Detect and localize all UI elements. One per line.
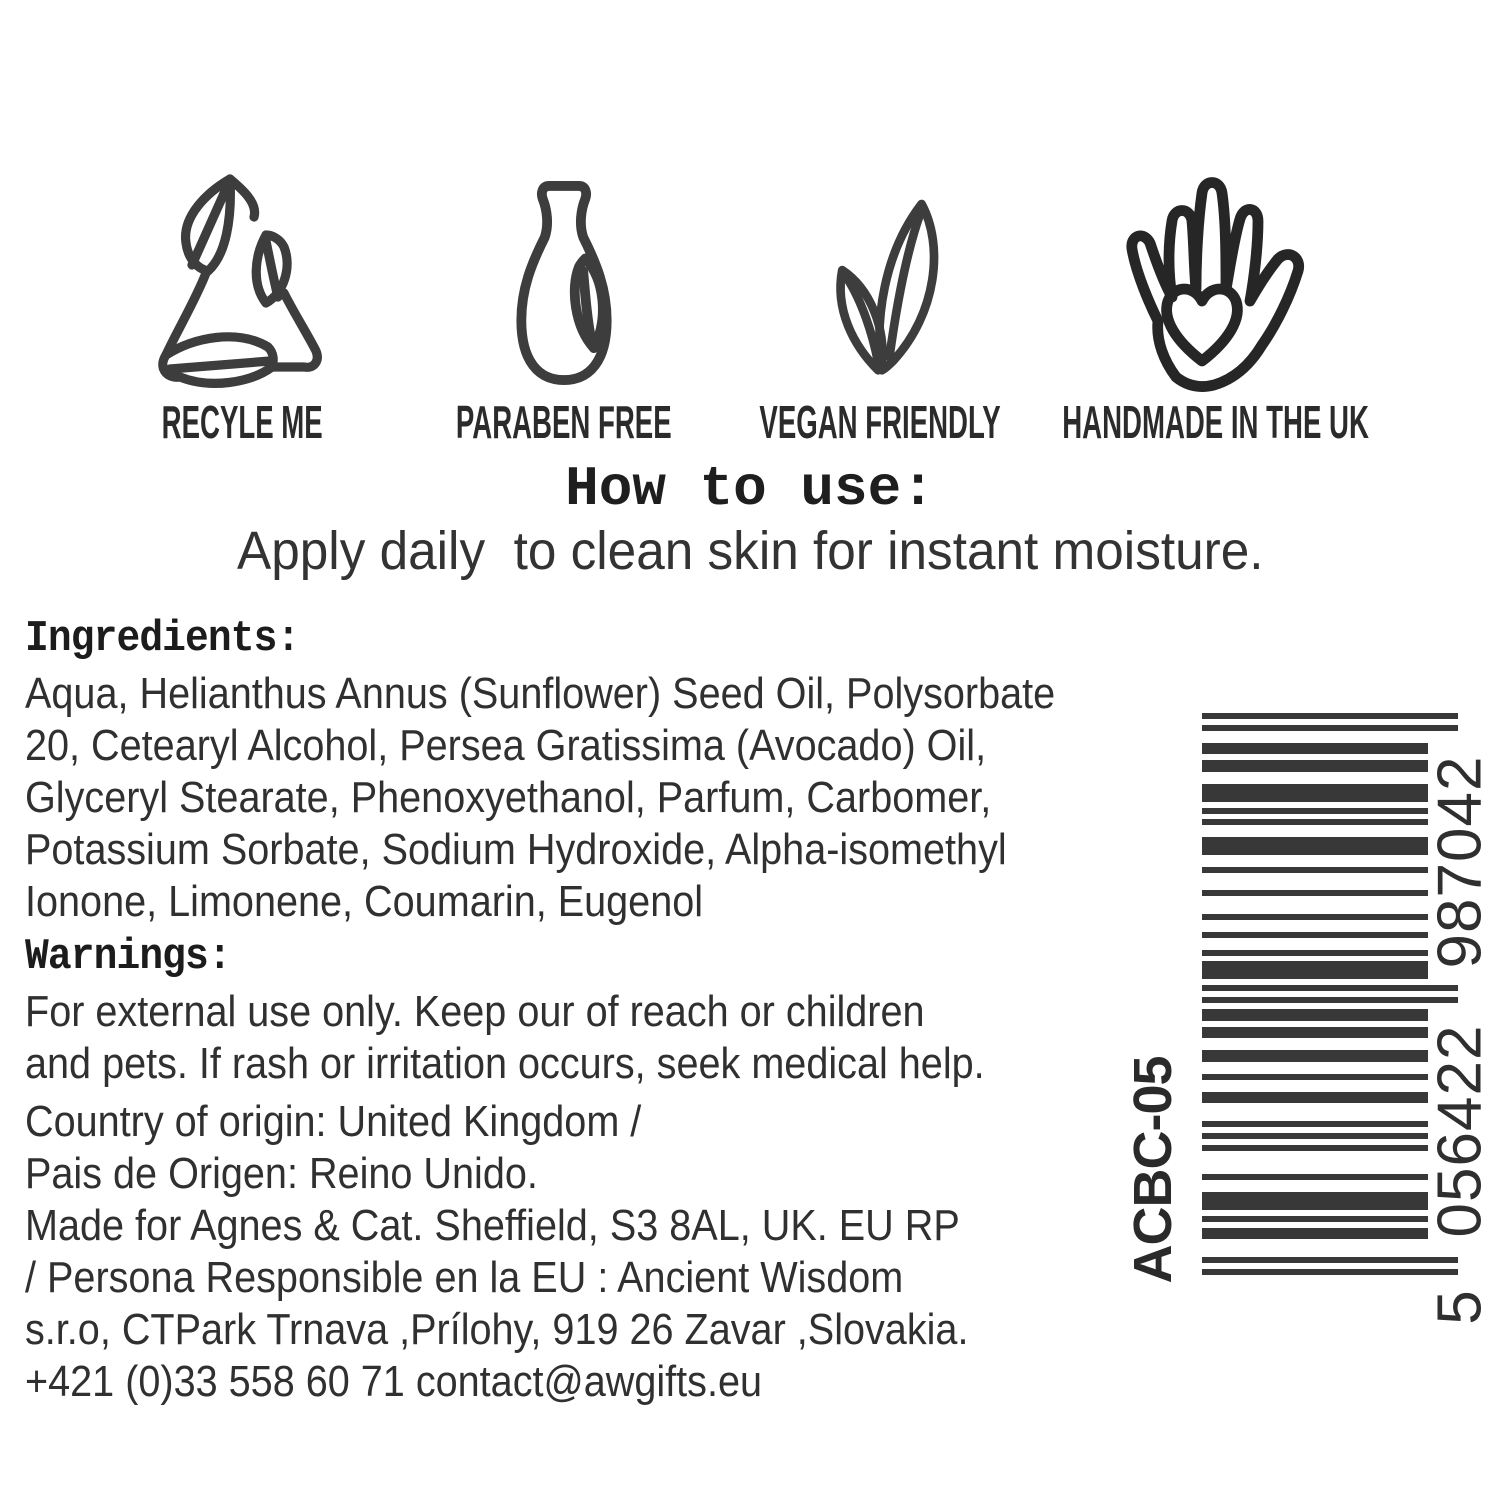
leaves-icon <box>795 160 965 393</box>
barcode-bar <box>1202 914 1428 920</box>
text-line: s.r.o, CTPark Trnava ,Prílohy, 919 26 Zavar ,Slovakia. <box>25 1305 969 1354</box>
text-line: 20, Cetearyl Alcohol, Persea Gratissima (Avocado) Oil, <box>25 721 987 770</box>
text-line: Pais de Origen: Reino Unido. <box>25 1149 538 1198</box>
barcode-bar <box>1202 1216 1428 1222</box>
barcode-digits-group1: 056422 <box>1425 1024 1495 1238</box>
barcode-bar <box>1202 1074 1428 1080</box>
text-line: Country of origin: United Kingdom / <box>25 1097 642 1146</box>
barcode-bar <box>1202 1145 1428 1151</box>
text-line: and pets. If rash or irritation occurs, seek medical help. <box>25 1039 985 1088</box>
barcode-bar <box>1202 867 1428 873</box>
how-to-use-section <box>0 458 1500 580</box>
label-text-column <box>25 610 1285 1408</box>
recycle-leaves-icon <box>146 160 338 393</box>
text-line: +421 (0)33 558 60 71 contact@awgifts.eu <box>25 1357 763 1406</box>
barcode-bar <box>1202 760 1428 772</box>
barcode-bar <box>1202 1257 1458 1263</box>
text-line: For external use only. Keep our of reach or children <box>25 987 925 1036</box>
barcode-bar <box>1202 1174 1428 1180</box>
badge-paraben-free <box>414 160 714 448</box>
text-line: Potassium Sorbate, Sodium Hydroxide, Alpha-isomethyl <box>25 825 1007 874</box>
text-line: Made for Agnes & Cat. Sheffield, S3 8AL, UK. EU RP <box>25 1201 960 1250</box>
barcode-bar <box>1202 1009 1428 1021</box>
barcode-bar <box>1202 713 1458 719</box>
text-line: Glyceryl Stearate, Phenoxyethanol, Parfum, Carbomer, <box>25 773 992 822</box>
barcode-bar <box>1202 932 1428 938</box>
barcode-bar <box>1202 1192 1428 1210</box>
text-line: Aqua, Helianthus Annus (Sunflower) Seed Oil, Polysorbate <box>25 669 1056 718</box>
barcode-bar <box>1202 1133 1428 1139</box>
barcode-bar <box>1202 985 1458 991</box>
badge-recycle-me <box>92 160 392 448</box>
barcode-sku: ACBC-05 <box>1123 1056 1183 1284</box>
badge-label: HANDMADE IN THE UK <box>1062 396 1370 448</box>
hand-heart-icon <box>1116 160 1316 393</box>
barcode-bar <box>1202 1027 1428 1039</box>
barcode-bar <box>1202 1121 1428 1127</box>
country-of-origin <box>25 1096 1285 1200</box>
manufacturer-info <box>25 1200 1285 1408</box>
barcode-bar <box>1202 1050 1428 1062</box>
barcode-digits-group2: 987042 <box>1425 755 1495 969</box>
badge-label: VEGAN FRIENDLY <box>759 396 1001 448</box>
barcode-bar <box>1202 819 1428 825</box>
text-line: / Persona Responsible en la EU : Ancient Wisdom <box>25 1253 904 1302</box>
barcode-bar <box>1202 997 1458 1003</box>
barcode-bar <box>1202 890 1428 896</box>
barcode-bars <box>1202 713 1458 1275</box>
badge-vegan-friendly <box>730 160 1030 448</box>
badge-handmade-uk <box>1026 160 1406 448</box>
badge-label: PARABEN FREE <box>456 396 672 448</box>
barcode-bar <box>1202 743 1428 755</box>
barcode-bar <box>1202 961 1428 979</box>
barcode-bar <box>1202 950 1428 956</box>
badge-label: RECYLE ME <box>161 396 323 448</box>
ingredients-heading: Ingredients: <box>25 614 300 664</box>
barcode-bar <box>1202 1269 1458 1275</box>
barcode-bar <box>1202 837 1428 855</box>
warnings-text <box>25 986 1285 1090</box>
text-line: Ionone, Limonene, Coumarin, Eugenol <box>25 877 704 926</box>
ingredients-list <box>25 668 1285 928</box>
bottle-leaf-icon <box>500 160 628 393</box>
barcode-bar <box>1202 725 1458 731</box>
barcode-bar <box>1202 1228 1428 1240</box>
barcode-prefix-digit: 5 <box>1425 1289 1495 1325</box>
how-to-use-heading: How to use: <box>565 457 935 521</box>
barcode-bar <box>1202 784 1428 802</box>
how-to-use-instruction: Apply daily to clean skin for instant moisture. <box>236 521 1264 581</box>
warnings-heading: Warnings: <box>25 932 231 982</box>
barcode-bar <box>1202 1092 1428 1104</box>
barcode-bar <box>1202 808 1428 814</box>
